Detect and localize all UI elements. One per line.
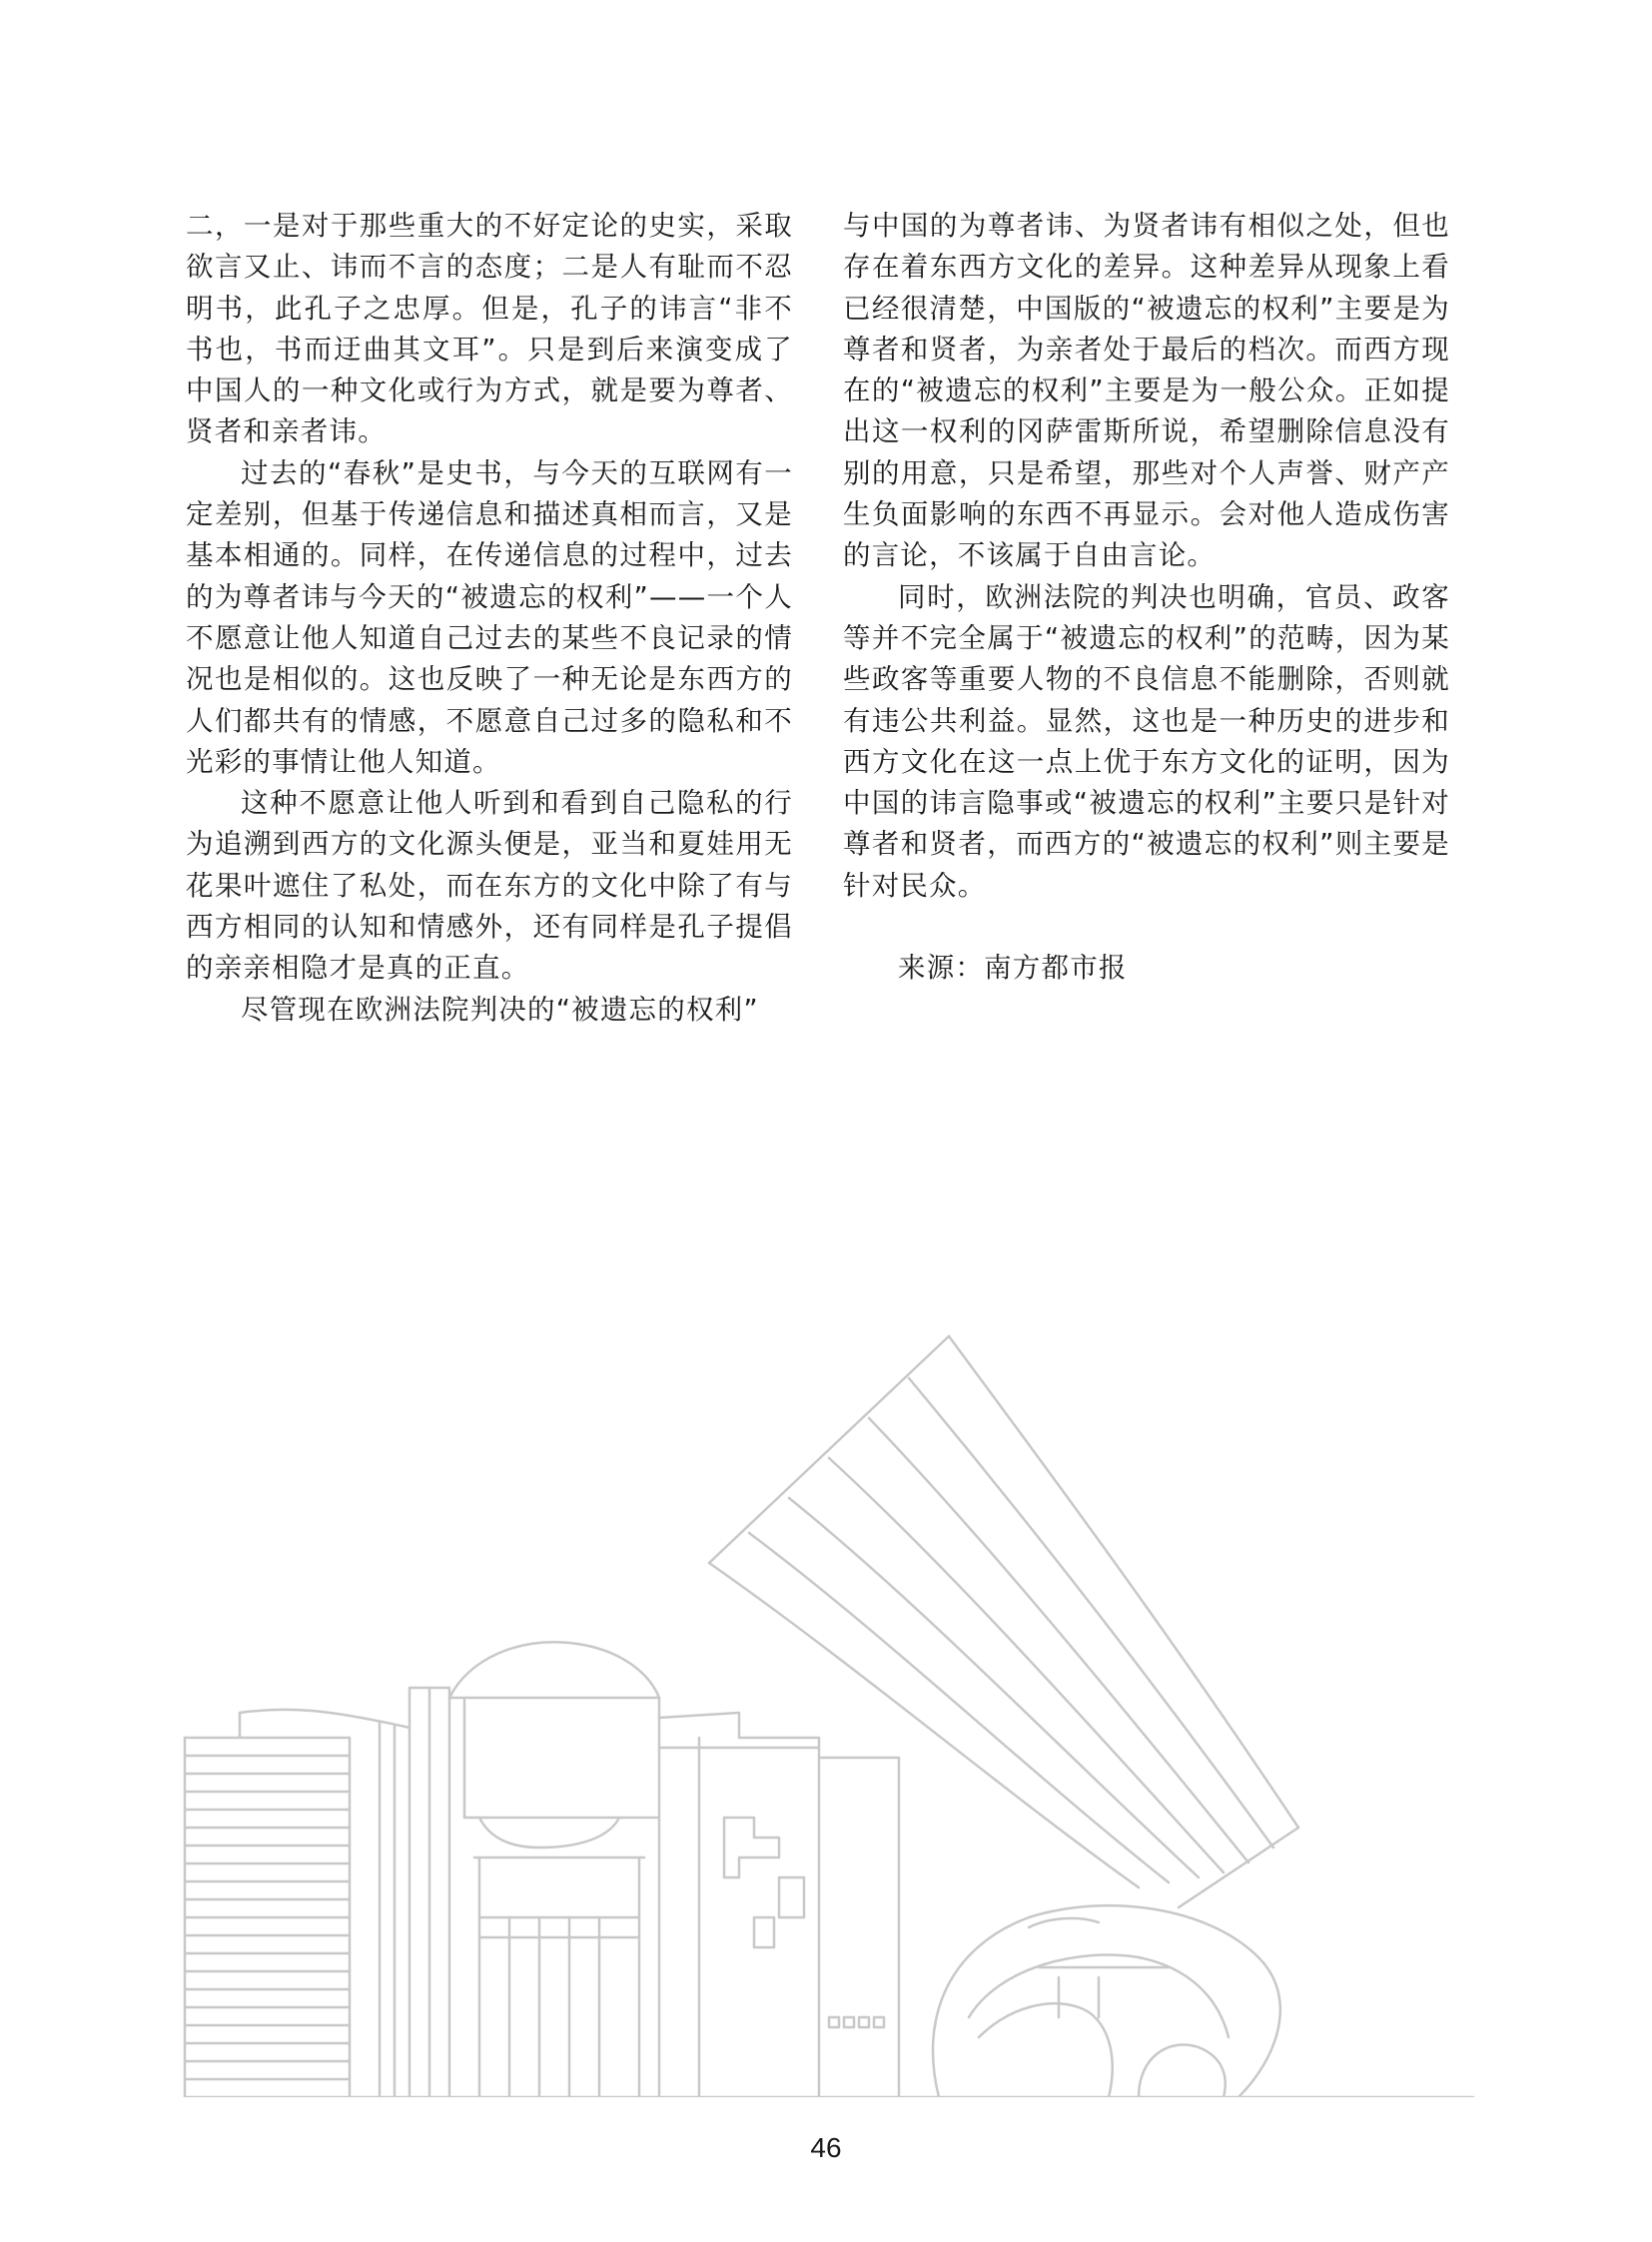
left-striped-block <box>185 1710 410 2097</box>
paragraph: 过去的“春秋”是史书，与今天的互联网有一定差别，但基于传递信息和描述真相而言，又是基本相通的。同样，在传递信息的过程中，过去的为尊者讳与今天的“被遗忘的权利”——一个人不愿意让他人知道自己过去的某些不良记录的情况也是相似的。这也反映了一种无论是东西方的人们都共有的情感，不愿意自己过多的隐私和不光彩的事情让他人知道。 <box>186 456 793 778</box>
right-column <box>843 206 1450 989</box>
paragraph: 同时，欧洲法院的判决也明确，官员、政客等并不完全属于“被遗忘的权利”的范畴，因为某些政客等重要人物的不良信息不能删除，否则就有违公共利益。显然，这也是一种历史的进步和西方文化在这一点上优于东方文化的证明，因为中国的讳言隐事或“被遗忘的权利”主要只是针对尊者和贤者，而西方的“被遗忘的权利”则主要是针对民众。 <box>843 580 1450 902</box>
paragraph: 这种不愿意让他人听到和看到自己隐私的行为追溯到西方的文化源头便是，亚当和夏娃用无花果叶遮住了私处，而在东方的文化中除了有与西方相同的认知和情感外，还有同样是孔子提倡的亲亲相隐才是真的正直。 <box>186 787 793 985</box>
curved-facade-lines <box>709 1336 1298 1907</box>
right-block <box>659 1713 899 2097</box>
source-line: 来源：南方都市报 <box>898 952 1128 985</box>
page-number: 46 <box>810 2132 842 2163</box>
paragraph: 尽管现在欧洲法院判决的“被遗忘的权利” <box>241 993 759 1026</box>
domed-building <box>410 1642 659 2097</box>
building-line-drawing-icon <box>180 1318 1478 2097</box>
pod-building <box>933 1905 1280 2097</box>
paragraph: 与中国的为尊者讳、为贤者讳有相似之处，但也存在着东西方文化的差异。这种差异从现象上看已经很清楚，中国版的“被遗忘的权利”主要是为尊者和贤者，为亲者处于最后的档次。而西方现在的“被遗忘的权利”主要是为一般公众。正如提出这一权利的冈萨雷斯所说，希望删除信息没有别的用意，只是希望，那些对个人声誉、财产产生负面影响的东西不再显示。会对他人造成伤害的言论，不该属于自由言论。 <box>843 210 1450 572</box>
left-column <box>186 206 793 1031</box>
paragraph: 二，一是对于那些重大的不好定论的史实，采取欲言又止、讳而不言的态度；二是人有耻而不忍明书，此孔子之忠厚。但是，孔子的讳言“非不书也，书而迂曲其文耳”。只是到后来演变成了中国人的一种文化或行为方式，就是要为尊者、贤者和亲者讳。 <box>186 210 793 448</box>
